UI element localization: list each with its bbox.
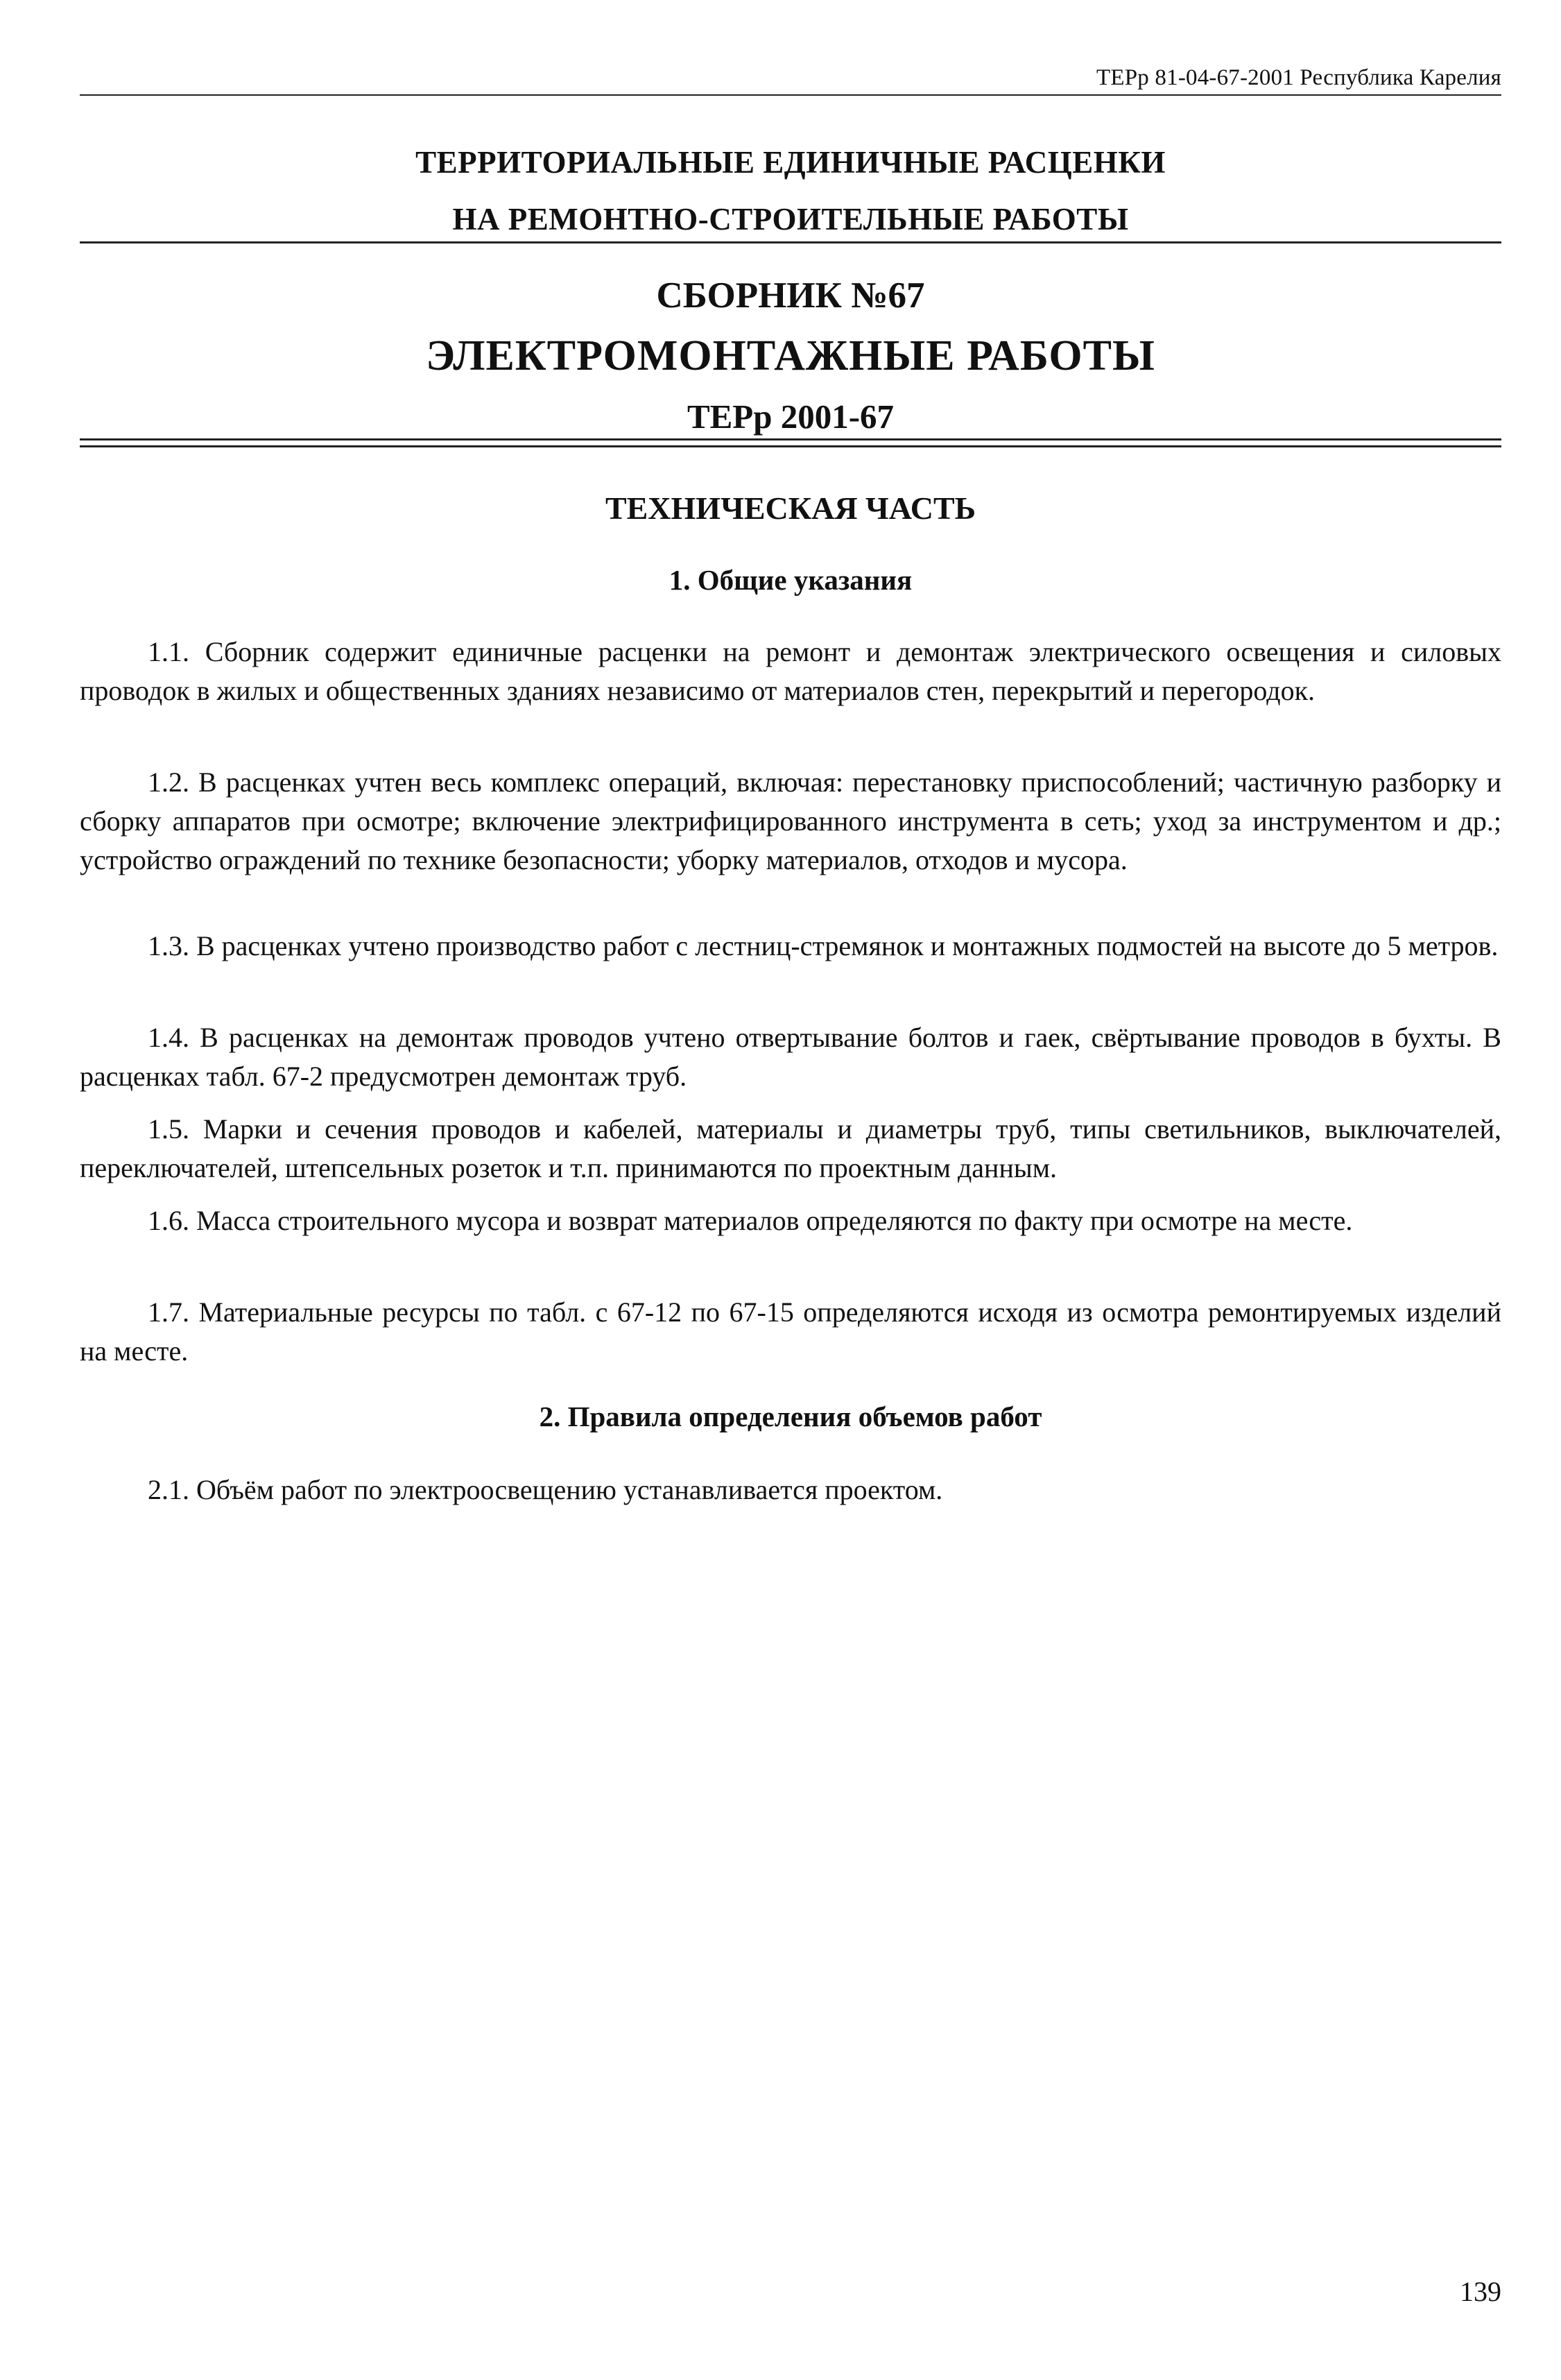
technical-part-heading: ТЕХНИЧЕСКАЯ ЧАСТЬ — [605, 490, 976, 526]
running-header: ТЕРр 81-04-67-2001 Республика Карелия — [1096, 65, 1501, 90]
works-title: ЭЛЕКТРОМОНТАЖНЫЕ РАБОТЫ — [426, 332, 1155, 379]
double-rule — [80, 438, 1501, 447]
title-rule — [80, 241, 1501, 243]
paragraph-1-6: 1.6. Масса строительного мусора и возврат материалов определяются по факту при осмотре на месте. — [148, 1205, 1353, 1236]
document-code: ТЕРр 2001-67 — [687, 397, 895, 436]
header-rule — [80, 94, 1501, 96]
paragraph-1-1: 1.1. Сборник содержит единичные расценки на ремонт и демонтаж электрического освещения и силовых проводок в жилых и общественных зданиях независимо от материалов стен, перекрытий и перегородок. — [80, 636, 1501, 706]
paragraph-1-3: 1.3. В расценках учтено производство работ с лестниц-стремянок и монтажных подмостей на высоте до 5 метров. — [148, 930, 1499, 961]
paragraph-1-7: 1.7. Материальные ресурсы по табл. с 67-12 по 67-15 определяются исходя из осмотра ремонтируемых изделий на месте. — [80, 1296, 1501, 1367]
section-1-heading: 1. Общие указания — [669, 564, 913, 596]
document-page — [80, 0, 1501, 2380]
paragraph-2-1: 2.1. Объём работ по электроосвещению устанавливается проектом. — [148, 1474, 943, 1505]
collection-number: СБОРНИК №67 — [656, 275, 925, 316]
page-number: 139 — [1460, 2276, 1501, 2307]
paragraph-1-4: 1.4. В расценках на демонтаж проводов учтено отвертывание болтов и гаек, свёртывание проводов в бухты. В расценках табл. 67-2 предусмотрен демонтаж труб. — [80, 1022, 1501, 1092]
title-line-1: ТЕРРИТОРИАЛЬНЫЕ ЕДИНИЧНЫЕ РАСЦЕНКИ — [415, 145, 1166, 180]
paragraph-1-2: 1.2. В расценках учтен весь комплекс операций, включая: перестановку приспособлений; частичную разборку и сборку аппаратов при осмотре; включение электрифицированного инструмента в сеть; уход за инструментом и др.; устройство ограждений по технике безопасности; уборку материалов, отходов и мусора. — [80, 767, 1501, 875]
section-2-heading: 2. Правила определения объемов работ — [539, 1401, 1042, 1432]
title-line-2: НА РЕМОНТНО-СТРОИТЕЛЬНЫЕ РАБОТЫ — [452, 202, 1129, 237]
paragraph-1-5: 1.5. Марки и сечения проводов и кабелей, материалы и диаметры труб, типы светильников, выключателей, переключателей, штепсельных розеток и т.п. принимаются по проектным данным. — [80, 1113, 1501, 1183]
